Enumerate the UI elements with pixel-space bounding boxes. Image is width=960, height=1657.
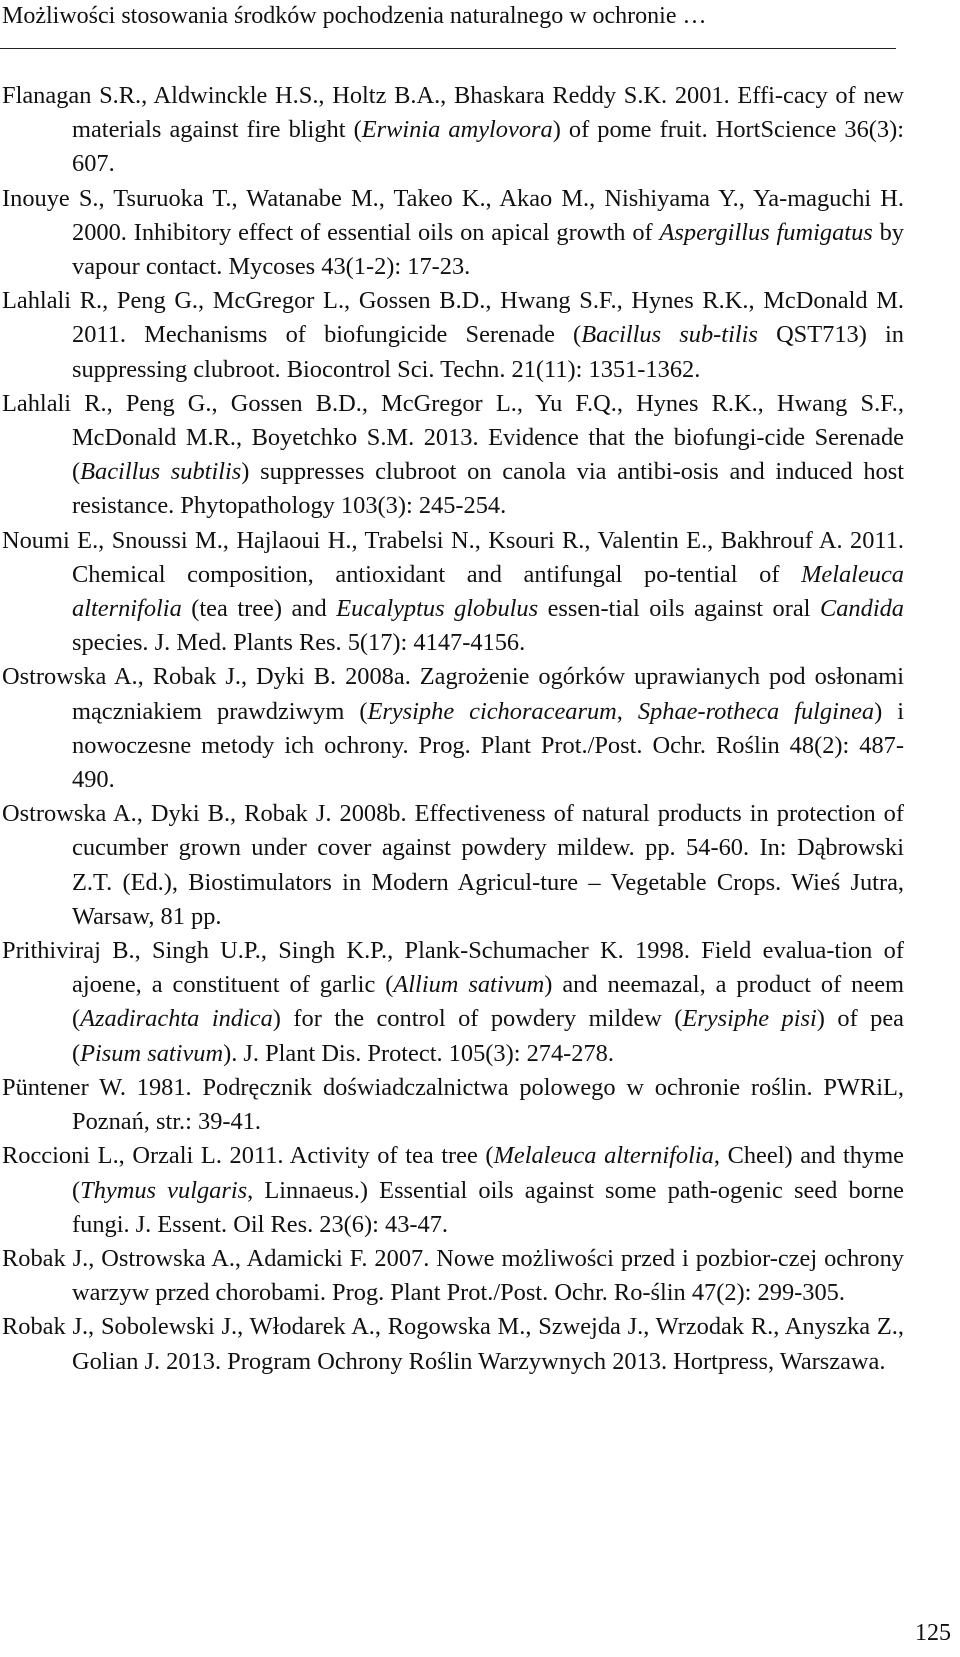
reference-text: Lahlali R., Peng G., Gossen B.D., McGregor L., Yu F.Q., Hynes R.K., Hwang S.F., McDonald M.R., Boyetchko S.M. 2013. Evidence that the biofungi-cide Serenade (: [2, 389, 904, 486]
reference-text: ,: [616, 697, 638, 725]
reference-text: Ostrowska A., Robak J., Dyki B. 2008a. Zagrożenie ogórków uprawianych pod osłonami mączniakiem prawdziwym (: [2, 663, 904, 725]
species-name: Eucalyptus globulus: [336, 595, 539, 623]
reference-entry: [0, 660, 904, 797]
reference-text: Flanagan S.R., Aldwinckle H.S., Holtz B.A., Bhaskara Reddy S.K. 2001. Effi-cacy of new materials against fire blight (: [2, 82, 904, 144]
reference-entry: [0, 387, 904, 524]
reference-text: , Linnaeus.) Essential oils against some path-ogenic seed borne fungi. J. Essent. Oil Res. 23(6): 43-47.: [72, 1176, 904, 1238]
reference-text: (tea tree) and: [181, 595, 337, 623]
species-name: Bacillus subtilis: [80, 458, 242, 486]
header-rule: [0, 48, 896, 49]
reference-text: species. J. Med. Plants Res. 5(17): 4147-4156.: [72, 629, 526, 657]
running-head: Możliwości stosowania środków pochodzenia naturalnego w ochronie …: [2, 3, 707, 29]
species-name: Melaleuca alternifolia: [493, 1142, 714, 1170]
reference-entry: [0, 1310, 904, 1378]
reference-text: , Cheel) and thyme (: [72, 1142, 904, 1204]
reference-text: Püntener W. 1981. Podręcznik doświadczalnictwa polowego w ochronie roślin. PWRiL, Poznań, str.: 39-41.: [2, 1073, 904, 1136]
reference-text: Robak J., Ostrowska A., Adamicki F. 2007. Nowe możliwości przed i pozbior-czej ochrony warzyw przed chorobami. Prog. Plant Prot./Post. Ochr. Ro-ślin 47(2): 299-305.: [2, 1244, 904, 1307]
reference-entry: [0, 182, 904, 285]
reference-text: by vapour contact. Mycoses 43(1-2): 17-23.: [72, 218, 904, 281]
reference-entry: [0, 1071, 904, 1139]
reference-text: ) of pea (: [72, 1005, 904, 1067]
reference-list: [0, 79, 904, 1379]
reference-text: essen-tial oils against oral: [538, 595, 820, 623]
reference-entry: [0, 1139, 904, 1242]
reference-text: ). J. Plant Dis. Protect. 105(3): 274-278.: [223, 1039, 614, 1067]
species-name: Pisum sativum: [80, 1039, 224, 1067]
species-name: Aspergillus fumigatus: [659, 218, 873, 246]
reference-text: Noumi E., Snoussi M., Hajlaoui H., Trabelsi N., Ksouri R., Valentin E., Bakhrouf A. 2011. Chemical composition, antioxidant and antifungal po-tential of: [2, 526, 904, 588]
reference-text: ) and neemazal, a product of neem (: [72, 971, 904, 1033]
species-name: Candida: [819, 595, 904, 623]
reference-text: QST713) in suppressing clubroot. Biocontrol Sci. Techn. 21(11): 1351-1362.: [72, 321, 904, 383]
species-name: Allium sativum: [393, 971, 545, 999]
reference-entry: [0, 79, 904, 182]
reference-entry: [0, 1242, 904, 1310]
reference-entry: [0, 524, 904, 661]
species-name: Azadirachta indica: [80, 1005, 273, 1033]
page-number: 125: [915, 1620, 951, 1646]
reference-text: ) for the control of powdery mildew (: [272, 1005, 683, 1033]
species-name: Melaleuca alternifolia: [72, 560, 904, 623]
reference-text: ) suppresses clubroot on canola via antibi-osis and induced host resistance. Phytopathology 103(3): 245-254.: [72, 458, 904, 520]
species-name: Erysiphe cichoracearum: [367, 697, 617, 725]
reference-entry: [0, 797, 904, 934]
reference-text: Robak J., Sobolewski J., Włodarek A., Rogowska M., Szwejda J., Wrzodak R., Anyszka Z., Golian J. 2013. Program Ochrony Roślin Warzywnych 2013. Hortpress, Warszawa.: [2, 1313, 904, 1375]
reference-entry: [0, 934, 904, 1071]
reference-text: Lahlali R., Peng G., McGregor L., Gossen B.D., Hwang S.F., Hynes R.K., McDonald M. 2011. Mechanisms of biofungicide Serenade (: [2, 287, 904, 349]
reference-text: Inouye S., Tsuruoka T., Watanabe M., Takeo K., Akao M., Nishiyama Y., Ya-maguchi H. 2000. Inhibitory effect of essential oils on apical growth of: [2, 184, 904, 246]
reference-text: Prithiviraj B., Singh U.P., Singh K.P., Plank-Schumacher K. 1998. Field evalua-tion of ajoene, a constituent of garlic (: [2, 937, 904, 999]
reference-text: ) of pome fruit. HortScience 36(3): 607.: [72, 116, 904, 178]
reference-entry: [0, 284, 904, 387]
species-name: Bacillus sub-tilis: [581, 321, 758, 349]
reference-text: ) i nowoczesne metody ich ochrony. Prog. Plant Prot./Post. Ochr. Roślin 48(2): 487-490.: [72, 697, 904, 794]
reference-text: Roccioni L., Orzali L. 2011. Activity of tea tree (: [2, 1142, 494, 1170]
species-name: Erwinia amylovora: [361, 116, 553, 144]
species-name: Erysiphe pisi: [682, 1005, 817, 1033]
species-name: Thymus vulgaris: [80, 1176, 248, 1204]
species-name: Sphae-rotheca fulginea: [637, 697, 875, 725]
reference-text: Ostrowska A., Dyki B., Robak J. 2008b. Effectiveness of natural products in protection of cucumber grown under cover against powdery mildew. pp. 54-60. In: Dąbrowski Z.T. (Ed.), Biostimulators in Modern Agricul-ture – Vegetable Crops. Wieś Jutra, Warsaw, 81 pp.: [2, 800, 904, 930]
